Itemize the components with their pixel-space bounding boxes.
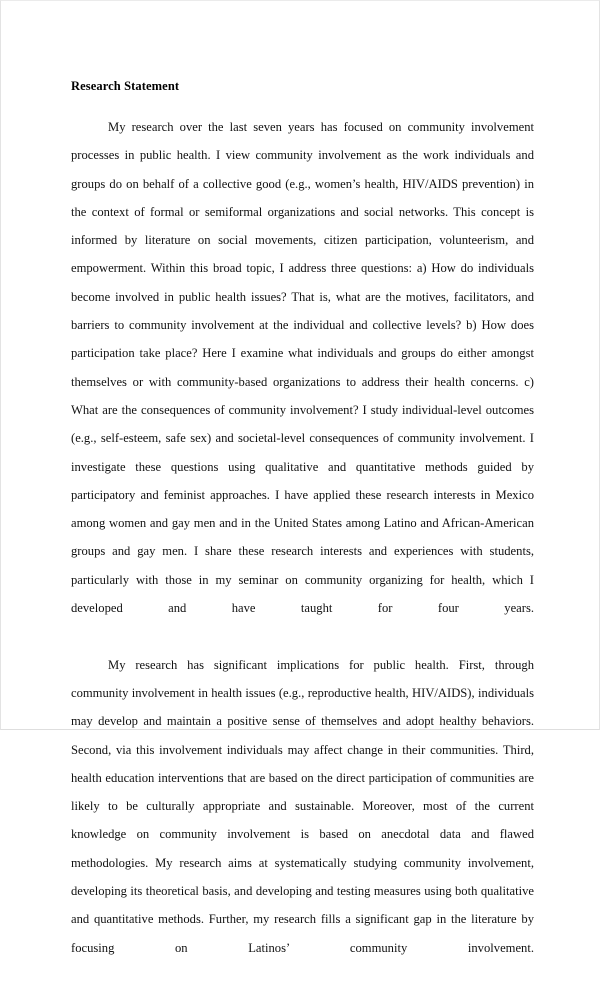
document-body xyxy=(71,113,534,990)
page-title: Research Statement xyxy=(71,79,180,93)
paragraph: My research over the last seven years has focused on community involvement processes in public health. I view community involvement as the work individuals and groups do on behalf of a collective good (e.g., women’s health, HIV/AIDS prevention) in the context of formal or semiformal organizations and social networks. This concept is informed by literature on social movements, citizen participation, volunteerism, and empowerment. Within this broad topic, I address three questions: a) How do individuals become involved in public health issues? That is, what are the motives, facilitators, and barriers to community involvement at the individual and collective levels? b) How does participation take place? Here I examine what individuals and groups do either amongst themselves or with community-based organizations to address their health concerns. c) What are the consequences of community involvement? I study individual-level outcomes (e.g., self-esteem, safe sex) and societal-level consequences of community involvement. I investigate these questions using qualitative and quantitative methods guided by participatory and feminist approaches. I have applied these research interests in Mexico among women and gay men and in the United States among Latino and African-American groups and gay men. I share these research interests and experiences with students, particularly with those in my seminar on community organizing for health, which I developed and have taught for four years. xyxy=(71,120,534,616)
paragraph: My research has significant implications for public health. First, through community involvement in health issues (e.g., reproductive health, HIV/AIDS), individuals may develop and maintain a positive sense of themselves and adopt healthy behaviors. Second, via this involvement individuals may affect change in their communities. Third, health education interventions that are based on the direct participation of communities are likely to be culturally appropriate and sustainable. Moreover, most of the current knowledge on community involvement is based on anecdotal data and flawed methodologies. My research aims at systematically studying community involvement, developing its theoretical basis, and developing and testing measures using both qualitative and quantitative methods. Further, my research fills a significant gap in the literature by focusing on Latinos’ community involvement. xyxy=(71,657,534,955)
